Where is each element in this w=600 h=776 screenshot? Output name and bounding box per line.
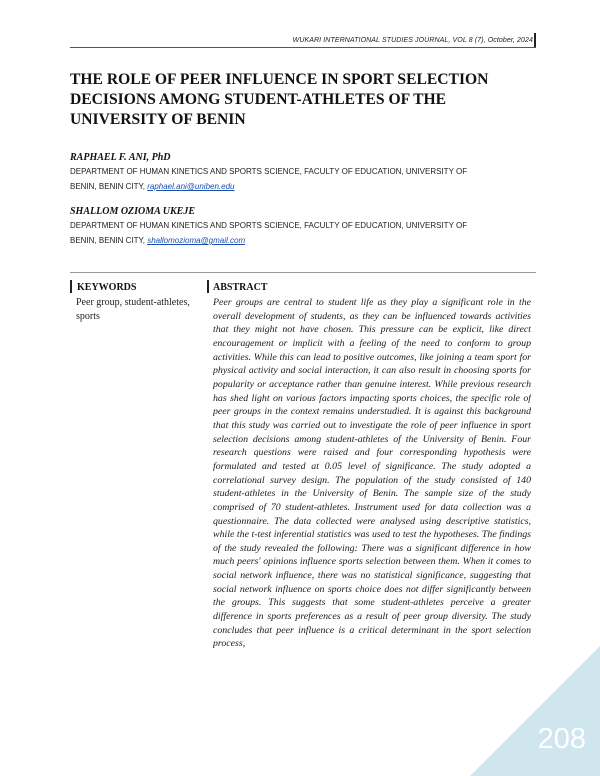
author-email-link[interactable]: raphael.ani@uniben.edu — [147, 182, 235, 191]
author-affiliation — [70, 164, 530, 194]
header-divider-bar — [534, 33, 536, 47]
header-rule — [70, 47, 536, 48]
author-email-link[interactable]: shallomozioma@gmail.com — [147, 236, 246, 245]
abstract-text: Peer groups are central to student life as they play a significant role in the overall development of students, as they can be influenced towards activities that they might not have chosen. This pressure can be explicit, like direct encouragement or implicit with a feeling of the need to conform to group activities. While this can lead to positive outcomes, like joining a team sport for physical activity and social interaction, it can also result in choosing sports for popularity or acceptance rather than genuine interest. While previous research has shed light on various factors impacting sports choices, the specific role of peer groups in the context remains understudied. It is against this background that this study was carried out to investigate the role of peer influence in sport selection decisions among student-athletes of the University of Benin. Four research questions were raised and four corresponding hypothesis were formulated and tested at 0.05 level of significance. The study adopted a correlational survey design. The population of the study consisted of 140 student-athletes in the University of Benin. The sample size of the study comprised of 70 student-athletes. Instrument used for data collection was a questionnaire. The data collected were analysed using descriptive statistics, while the t-test inferential statistics was used to test the hypotheses. The findings of the study revealed the following: There was a significant difference in how much peers' opinions influence sports selection between them. When it comes to social network influence, there was no statistical significance, suggesting that social network influence on sports choice does not differ significantly between the groups. This suggests that some student-athletes perceive a greater difference in sports preferences as a result of peer group diversity. The study concludes that peer influence is a critical determinant in the sport selection process, — [213, 297, 531, 650]
affiliation-line: DEPARTMENT OF HUMAN KINETICS AND SPORTS SCIENCE, FACULTY OF EDUCATION, UNIVERSITY OF — [70, 167, 468, 176]
journal-header: WUKARI INTERNATIONAL STUDIES JOURNAL, VOL 8 (7), October, 2024 — [292, 37, 533, 44]
keywords-heading: KEYWORDS — [77, 282, 137, 293]
paper-title: THE ROLE OF PEER INFLUENCE IN SPORT SELECTION DECISIONS AMONG STUDENT-ATHLETES OF THE UNIVERSITY OF BENIN — [70, 71, 489, 128]
section-rule — [70, 272, 536, 273]
abstract-bar — [207, 280, 209, 293]
affiliation-line: DEPARTMENT OF HUMAN KINETICS AND SPORTS SCIENCE, FACULTY OF EDUCATION, UNIVERSITY OF — [70, 221, 468, 230]
keywords-text: Peer group, student-athletes, sports — [76, 297, 190, 322]
abstract-heading: ABSTRACT — [213, 282, 268, 293]
affiliation-line: BENIN, BENIN CITY, — [70, 182, 148, 191]
author-name: SHALLOM OZIOMA UKEJE — [70, 206, 196, 217]
corner-accent-triangle — [470, 646, 600, 776]
keywords-bar — [70, 280, 72, 293]
author-affiliation — [70, 218, 530, 248]
author-name: RAPHAEL F. ANI, PhD — [70, 152, 171, 163]
affiliation-line: BENIN, BENIN CITY, — [70, 236, 148, 245]
page-number: 208 — [537, 723, 586, 755]
